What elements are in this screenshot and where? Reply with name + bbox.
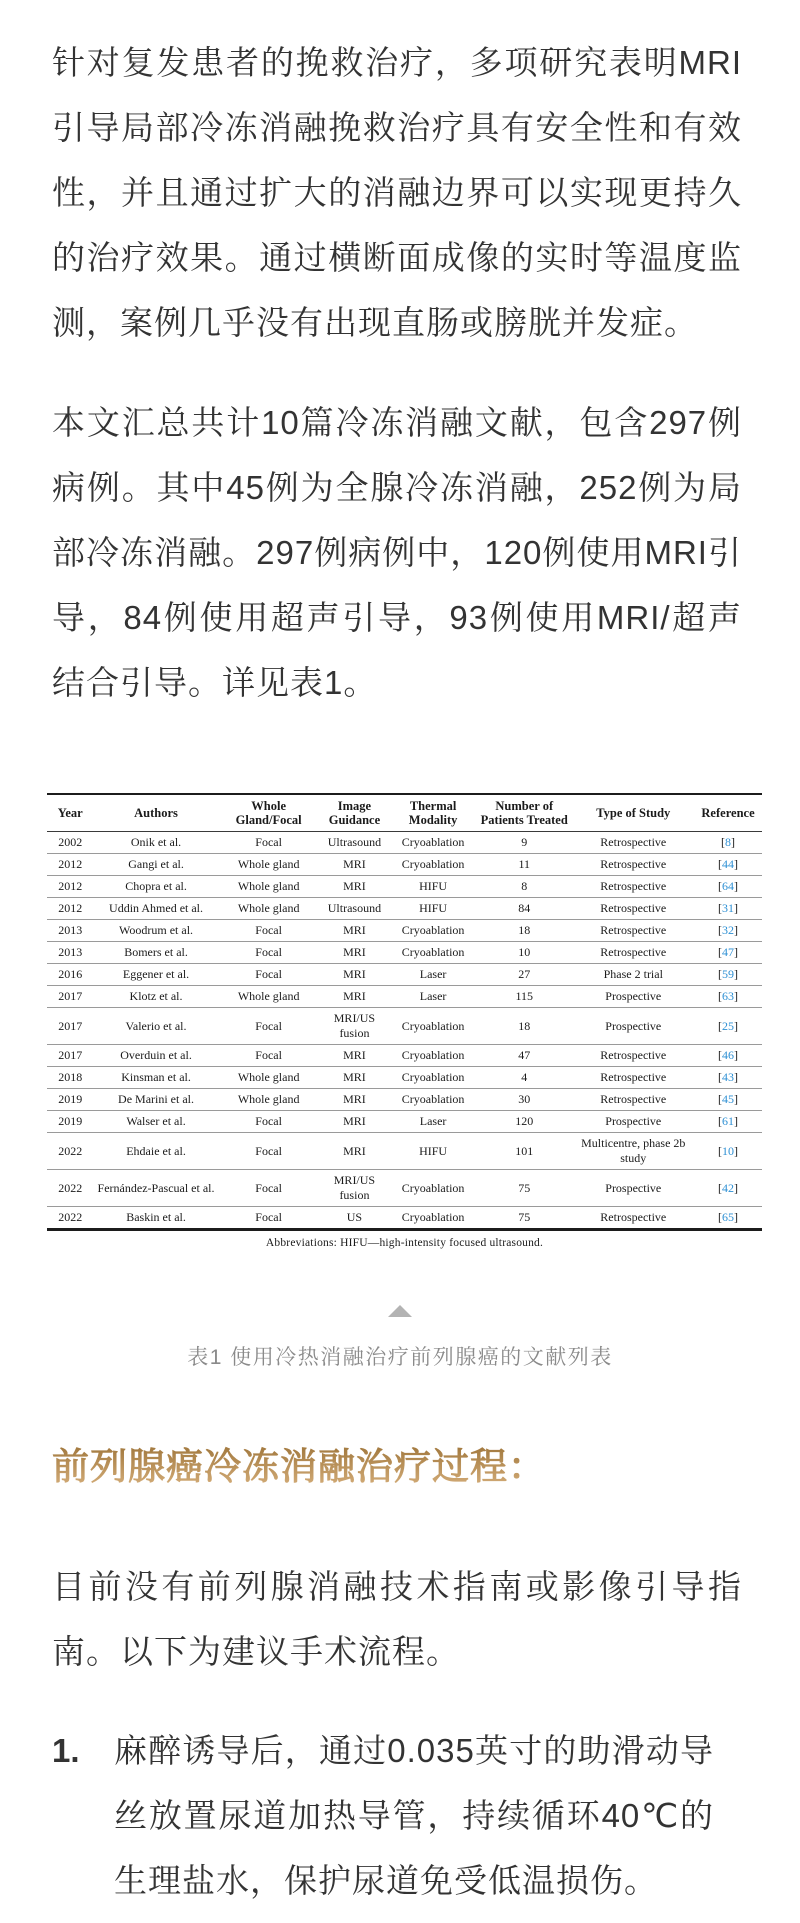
table-cell: Prospective	[573, 1008, 695, 1045]
reference-number[interactable]: 47	[722, 945, 735, 959]
literature-table	[47, 793, 762, 1231]
reference-link[interactable]: [10]	[694, 1133, 762, 1170]
reference-link[interactable]: [46]	[694, 1045, 762, 1067]
collapse-arrow-icon	[388, 1305, 412, 1317]
table-cell: Multicentre, phase 2b study	[573, 1133, 695, 1170]
column-header: Image Guidance	[319, 794, 391, 832]
column-header: Whole Gland/Focal	[219, 794, 319, 832]
reference-number[interactable]: 44	[722, 857, 735, 871]
table-row	[47, 1089, 762, 1111]
table-cell: Focal	[255, 1210, 282, 1224]
table-cell: Whole gland	[219, 1089, 319, 1111]
table-cell: MRI	[319, 876, 391, 898]
table-cell: 8	[476, 876, 573, 898]
table-row	[47, 986, 762, 1008]
table-cell: 2012	[47, 854, 93, 876]
literature-table-figure	[47, 793, 762, 1249]
table-cell: MRI/US fusion	[319, 1008, 391, 1045]
table-cell: 10	[476, 942, 573, 964]
reference-link[interactable]: [61]	[694, 1111, 762, 1133]
table-cell: 120	[476, 1111, 573, 1133]
table-row	[47, 1008, 762, 1045]
table-cell: Focal	[219, 1045, 319, 1067]
table-cell: Prospective	[573, 1170, 695, 1207]
table-cell: Overduin et al.	[93, 1045, 218, 1067]
table-cell: Ultrasound	[319, 832, 391, 854]
table-cell: Whole gland	[219, 898, 319, 920]
table-cell: MRI	[319, 854, 391, 876]
column-header: Type of Study	[573, 794, 695, 832]
table-cell: Focal	[219, 832, 319, 854]
table-cell: Cryoablation	[390, 1045, 476, 1067]
table-cell: 2018	[47, 1067, 93, 1089]
table-cell: Ehdaie et al.	[93, 1133, 218, 1170]
table-cell: Laser	[390, 986, 476, 1008]
table-cell: Laser	[390, 964, 476, 986]
reference-link[interactable]: [31]	[694, 898, 762, 920]
reference-number[interactable]: 61	[722, 1114, 735, 1128]
reference-link[interactable]: [59]	[694, 964, 762, 986]
reference-number[interactable]: 10	[722, 1143, 735, 1158]
column-header: Year	[47, 794, 93, 832]
reference-number[interactable]: 8	[725, 835, 732, 849]
table-cell: Cryoablation	[390, 1170, 476, 1207]
reference-link[interactable]: [45]	[694, 1089, 762, 1111]
table-cell: 2013	[47, 920, 93, 942]
table-row	[47, 1045, 762, 1067]
table-row	[47, 854, 762, 876]
table-cell: Eggener et al.	[93, 964, 218, 986]
table-cell: 27	[476, 964, 573, 986]
table-cell: Retrospective	[573, 898, 695, 920]
table-cell: 2022	[47, 1133, 93, 1170]
table-cell: 2022	[47, 1170, 93, 1207]
table-cell: 4	[476, 1067, 573, 1089]
table-cell: Kinsman et al.	[93, 1067, 218, 1089]
table-cell: 2019	[47, 1111, 93, 1133]
table-cell: Bomers et al.	[93, 942, 218, 964]
table-cell: 2012	[47, 898, 93, 920]
table-cell: HIFU	[390, 898, 476, 920]
table-row	[47, 964, 762, 986]
table-cell: MRI	[319, 942, 391, 964]
reference-link[interactable]: [8]	[694, 832, 762, 854]
table-cell: 2016	[47, 964, 93, 986]
reference-number[interactable]: 65	[722, 1210, 735, 1224]
table-cell: MRI	[319, 1133, 391, 1170]
article-body	[0, 0, 800, 715]
table-cell: Walser et al.	[93, 1111, 218, 1133]
table-cell: Focal	[219, 1133, 319, 1170]
table-row	[47, 876, 762, 898]
table-cell: Cryoablation	[390, 920, 476, 942]
table-cell: Whole gland	[219, 876, 319, 898]
reference-number[interactable]: 59	[722, 967, 735, 981]
table-row	[47, 1170, 762, 1207]
table-cell: De Marini et al.	[93, 1089, 218, 1111]
table-cell: Cryoablation	[401, 1210, 465, 1224]
table-cell: Retrospective	[573, 854, 695, 876]
table-cell: Retrospective	[573, 942, 695, 964]
table-cell: 18	[476, 920, 573, 942]
table-cell: 2013	[47, 942, 93, 964]
table-cell: 47	[476, 1045, 573, 1067]
column-header: Thermal Modality	[390, 794, 476, 832]
reference-number[interactable]: 32	[722, 923, 735, 937]
table-caption: 表1 使用冷热消融治疗前列腺癌的文献列表	[187, 1346, 613, 1369]
table-cell: Klotz et al.	[93, 986, 218, 1008]
table-cell: Focal	[219, 920, 319, 942]
table-cell: Retrospective	[573, 1045, 695, 1067]
list-item	[52, 1718, 742, 1913]
table-cell: Fernández-Pascual et al.	[93, 1170, 218, 1207]
table-cell: MRI	[319, 1089, 391, 1111]
table-cell: HIFU	[390, 1133, 476, 1170]
table-cell: Ultrasound	[319, 898, 391, 920]
table-cell: Cryoablation	[390, 942, 476, 964]
table-cell: Cryoablation	[390, 854, 476, 876]
table-cell: Focal	[219, 942, 319, 964]
reference-number[interactable]: 43	[722, 1070, 735, 1084]
table-row	[47, 1133, 762, 1170]
paragraph-guideline-note: 目前没有前列腺消融技术指南或影像引导指南。以下为建议手术流程。	[52, 1568, 742, 1670]
table-cell: 75	[518, 1210, 531, 1224]
reference-link[interactable]: [64]	[694, 876, 762, 898]
table-cell: 2022	[58, 1210, 83, 1224]
table-cell: MRI	[319, 964, 391, 986]
table-cell: Retrospective	[573, 832, 695, 854]
table-cell: Valerio et al.	[93, 1008, 218, 1045]
table-cell: Chopra et al.	[93, 876, 218, 898]
table-cell: Woodrum et al.	[93, 920, 218, 942]
table-cell: MRI	[319, 1045, 391, 1067]
table-cell: 115	[476, 986, 573, 1008]
table-cell: 9	[476, 832, 573, 854]
table-cell: Gangi et al.	[93, 854, 218, 876]
reference-link[interactable]: [42]	[694, 1170, 762, 1207]
column-header: Number of Patients Treated	[476, 794, 573, 832]
table-cell: MRI	[319, 1067, 391, 1089]
table-cell: 30	[476, 1089, 573, 1111]
reference-number[interactable]: 63	[722, 989, 735, 1003]
table-cell: Cryoablation	[390, 1067, 476, 1089]
reference-number[interactable]: 42	[722, 1180, 735, 1195]
table-cell: HIFU	[390, 876, 476, 898]
table-row	[47, 1111, 762, 1133]
table-cell: MRI/US fusion	[319, 1170, 391, 1207]
table-cell: Whole gland	[219, 986, 319, 1008]
table-row	[47, 920, 762, 942]
table-cell: 75	[476, 1170, 573, 1207]
table-cell: MRI	[319, 986, 391, 1008]
table-cell: Baskin et al.	[126, 1210, 186, 1224]
table-cell: Whole gland	[219, 1067, 319, 1089]
table-row	[47, 1207, 762, 1230]
table-cell: 2017	[47, 986, 93, 1008]
reference-number[interactable]: 46	[722, 1048, 735, 1062]
table-cell: 101	[476, 1133, 573, 1170]
table-cell: 2012	[47, 876, 93, 898]
table-cell: 2002	[47, 832, 93, 854]
list-item-text: 麻醉诱导后，通过0.035英寸的助滑动导丝放置尿道加热导管，持续循环40℃的生理盐水，保护尿道免受低温损伤。	[114, 1732, 714, 1899]
table-cell: Laser	[390, 1111, 476, 1133]
reference-link[interactable]: [47]	[694, 942, 762, 964]
reference-number[interactable]: 25	[722, 1018, 735, 1033]
table-body	[47, 832, 762, 1230]
table-cell: MRI	[319, 1111, 391, 1133]
table-cell: Retrospective	[600, 1210, 667, 1224]
table-cell: Phase 2 trial	[573, 964, 695, 986]
reference-link[interactable]: [63]	[694, 986, 762, 1008]
column-header: Authors	[93, 794, 218, 832]
table-cell: Whole gland	[219, 854, 319, 876]
table-cell: Onik et al.	[93, 832, 218, 854]
table-row	[47, 832, 762, 854]
table-cell: Cryoablation	[390, 1089, 476, 1111]
reference-link[interactable]: [65]	[718, 1210, 739, 1224]
reference-number[interactable]: 31	[722, 901, 735, 915]
table-cell: Focal	[219, 1170, 319, 1207]
table-footnote: Abbreviations: HIFU—high-intensity focused ultrasound.	[265, 1237, 544, 1249]
reference-link[interactable]: [44]	[694, 854, 762, 876]
table-cell: 2017	[47, 1045, 93, 1067]
table-cell: 18	[476, 1008, 573, 1045]
table-row	[47, 942, 762, 964]
table-cell: Retrospective	[573, 1089, 695, 1111]
table-cell: Retrospective	[573, 876, 695, 898]
reference-number[interactable]: 64	[722, 879, 735, 893]
table-cell: Cryoablation	[390, 1008, 476, 1045]
table-cell: 2019	[47, 1089, 93, 1111]
paragraph-literature-summary: 本文汇总共计10篇冷冻消融文献，包含297例病例。其中45例为全腺冷冻消融，252例为局部冷冻消融。297例病例中，120例使用MRI引导，84例使用超声引导，93例使用MRI/超声结合引导。详见表1。	[52, 404, 742, 701]
table-cell: Focal	[219, 964, 319, 986]
table-cell: Prospective	[573, 1111, 695, 1133]
table-cell: MRI	[319, 920, 391, 942]
reference-number[interactable]: 45	[722, 1092, 735, 1106]
list-item-number: 1.	[52, 1732, 80, 1769]
table-cell: Prospective	[573, 986, 695, 1008]
reference-link[interactable]: [25]	[694, 1008, 762, 1045]
table-header-row	[47, 794, 762, 832]
table-row	[47, 898, 762, 920]
table-cell: Focal	[219, 1008, 319, 1045]
procedure-list	[52, 1718, 742, 1913]
table-cell: 84	[476, 898, 573, 920]
table-cell: Cryoablation	[390, 832, 476, 854]
paragraph-salvage-treatment: 针对复发患者的挽救治疗，多项研究表明MRI引导局部冷冻消融挽救治疗具有安全性和有效性，并且通过扩大的消融边界可以实现更持久的治疗效果。通过横断面成像的实时等温度监测，案例几乎没有出现直肠或膀胱并发症。	[52, 44, 742, 341]
reference-link[interactable]: [43]	[694, 1067, 762, 1089]
table-cell: US	[346, 1210, 363, 1224]
table-cell: Retrospective	[573, 1067, 695, 1089]
table-cell: Focal	[219, 1111, 319, 1133]
table-row	[47, 1067, 762, 1089]
table-cell: Uddin Ahmed et al.	[93, 898, 218, 920]
column-header: Reference	[694, 794, 762, 832]
reference-link[interactable]: [32]	[694, 920, 762, 942]
table-cell: 2017	[47, 1008, 93, 1045]
section-heading: 前列腺癌冷冻消融治疗过程：	[52, 1444, 546, 1492]
table-cell: 11	[476, 854, 573, 876]
table-cell: Retrospective	[573, 920, 695, 942]
